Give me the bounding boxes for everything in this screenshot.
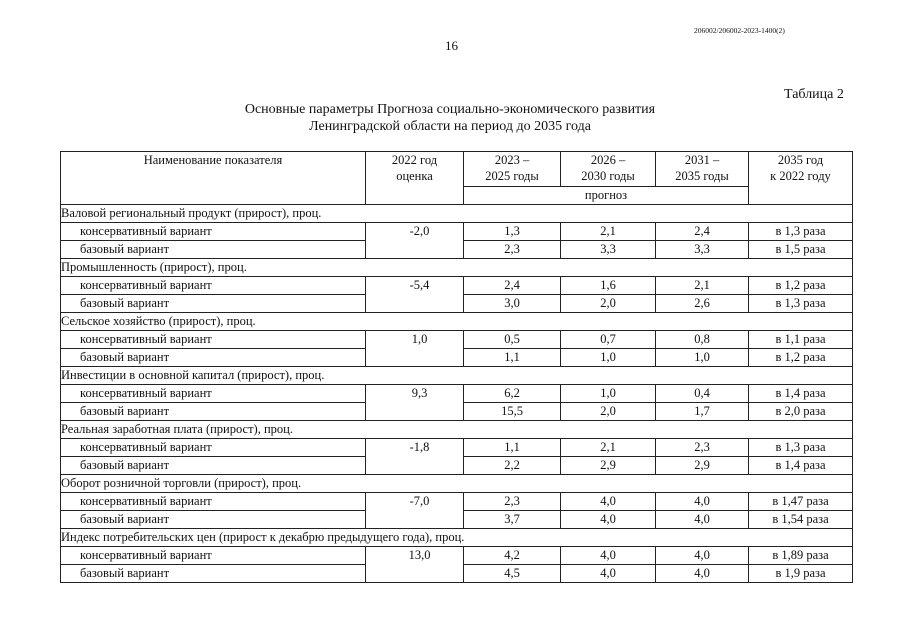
value-2035-vs-2022: в 1,2 раза bbox=[749, 349, 853, 367]
value-2031-2035: 3,3 bbox=[656, 241, 749, 259]
value-2035-vs-2022: в 1,89 раза bbox=[749, 547, 853, 565]
value-2031-2035: 0,4 bbox=[656, 385, 749, 403]
category-name: Валовой региональный продукт (прирост), проц. bbox=[61, 205, 853, 223]
value-2026-2030: 3,3 bbox=[561, 241, 656, 259]
variant-name: базовый вариант bbox=[61, 295, 366, 313]
category-row bbox=[61, 259, 853, 277]
value-2035-vs-2022: в 1,3 раза bbox=[749, 223, 853, 241]
table-title-line-1: Основные параметры Прогноза социально-экономического развития bbox=[244, 102, 656, 117]
value-2026-2030: 0,7 bbox=[561, 331, 656, 349]
value-2023-2025: 1,1 bbox=[464, 349, 561, 367]
value-2031-2035: 1,0 bbox=[656, 349, 749, 367]
variant-name: базовый вариант bbox=[61, 349, 366, 367]
value-2023-2025: 4,5 bbox=[464, 565, 561, 583]
value-2035-vs-2022: в 1,3 раза bbox=[749, 295, 853, 313]
value-2031-2035: 2,6 bbox=[656, 295, 749, 313]
category-name: Инвестиции в основной капитал (прирост), проц. bbox=[61, 367, 853, 385]
value-2023-2025: 2,2 bbox=[464, 457, 561, 475]
value-2035-vs-2022: в 2,0 раза bbox=[749, 403, 853, 421]
page-number: 16 bbox=[445, 38, 458, 53]
category-row bbox=[61, 421, 853, 439]
value-2031-2035: 2,4 bbox=[656, 223, 749, 241]
category-name: Индекс потребительских цен (прирост к декабрю предыдущего года), проц. bbox=[61, 529, 853, 547]
header-2031-2035: 2031 – 2035 годы bbox=[656, 152, 749, 187]
value-2022: -7,0 bbox=[366, 493, 464, 529]
value-2022: -5,4 bbox=[366, 277, 464, 313]
value-2022: 13,0 bbox=[366, 547, 464, 583]
value-2023-2025: 6,2 bbox=[464, 385, 561, 403]
value-2023-2025: 4,2 bbox=[464, 547, 561, 565]
value-2023-2025: 3,7 bbox=[464, 511, 561, 529]
variant-row bbox=[61, 277, 853, 295]
value-2023-2025: 0,5 bbox=[464, 331, 561, 349]
variant-name: базовый вариант bbox=[61, 565, 366, 583]
category-name: Сельское хозяйство (прирост), проц. bbox=[61, 313, 853, 331]
value-2026-2030: 2,0 bbox=[561, 403, 656, 421]
category-row bbox=[61, 205, 853, 223]
category-row bbox=[61, 367, 853, 385]
value-2035-vs-2022: в 1,9 раза bbox=[749, 565, 853, 583]
value-2035-vs-2022: в 1,3 раза bbox=[749, 439, 853, 457]
variant-name: базовый вариант bbox=[61, 403, 366, 421]
value-2023-2025: 15,5 bbox=[464, 403, 561, 421]
value-2026-2030: 2,9 bbox=[561, 457, 656, 475]
value-2026-2030: 2,0 bbox=[561, 295, 656, 313]
variant-name: базовый вариант bbox=[61, 457, 366, 475]
forecast-table bbox=[60, 151, 853, 583]
category-row bbox=[61, 313, 853, 331]
variant-row bbox=[61, 547, 853, 565]
header-forecast: прогноз bbox=[464, 187, 749, 205]
variant-name: консервативный вариант bbox=[61, 547, 366, 565]
category-row bbox=[61, 475, 853, 493]
category-name: Промышленность (прирост), проц. bbox=[61, 259, 853, 277]
value-2035-vs-2022: в 1,54 раза bbox=[749, 511, 853, 529]
category-name: Реальная заработная плата (прирост), проц. bbox=[61, 421, 853, 439]
value-2031-2035: 1,7 bbox=[656, 403, 749, 421]
variant-name: консервативный вариант bbox=[61, 493, 366, 511]
category-name: Оборот розничной торговли (прирост), проц. bbox=[61, 475, 853, 493]
document-id: 206002/206002-2023-1400(2) bbox=[694, 26, 785, 35]
header-2026-2030: 2026 – 2030 годы bbox=[561, 152, 656, 187]
header-name: Наименование показателя bbox=[61, 152, 366, 205]
variant-row bbox=[61, 385, 853, 403]
value-2035-vs-2022: в 1,2 раза bbox=[749, 277, 853, 295]
header-2022: 2022 год оценка bbox=[366, 152, 464, 205]
variant-name: консервативный вариант bbox=[61, 277, 366, 295]
value-2023-2025: 2,4 bbox=[464, 277, 561, 295]
value-2031-2035: 4,0 bbox=[656, 547, 749, 565]
value-2022: 1,0 bbox=[366, 331, 464, 367]
value-2026-2030: 4,0 bbox=[561, 547, 656, 565]
variant-row bbox=[61, 223, 853, 241]
value-2022: -1,8 bbox=[366, 439, 464, 475]
value-2026-2030: 1,0 bbox=[561, 349, 656, 367]
value-2035-vs-2022: в 1,1 раза bbox=[749, 331, 853, 349]
variant-row bbox=[61, 493, 853, 511]
variant-name: консервативный вариант bbox=[61, 439, 366, 457]
header-2035-vs-2022: 2035 год к 2022 году bbox=[749, 152, 853, 205]
variant-name: базовый вариант bbox=[61, 241, 366, 259]
value-2023-2025: 2,3 bbox=[464, 241, 561, 259]
value-2035-vs-2022: в 1,5 раза bbox=[749, 241, 853, 259]
value-2031-2035: 2,1 bbox=[656, 277, 749, 295]
value-2023-2025: 2,3 bbox=[464, 493, 561, 511]
value-2031-2035: 4,0 bbox=[656, 511, 749, 529]
table-title-line-2: Ленинградской области на период до 2035 года bbox=[309, 119, 591, 134]
value-2026-2030: 1,6 bbox=[561, 277, 656, 295]
value-2035-vs-2022: в 1,4 раза bbox=[749, 457, 853, 475]
value-2031-2035: 2,3 bbox=[656, 439, 749, 457]
category-row bbox=[61, 529, 853, 547]
value-2026-2030: 1,0 bbox=[561, 385, 656, 403]
value-2026-2030: 2,1 bbox=[561, 223, 656, 241]
value-2023-2025: 3,0 bbox=[464, 295, 561, 313]
value-2026-2030: 4,0 bbox=[561, 511, 656, 529]
variant-row bbox=[61, 331, 853, 349]
value-2035-vs-2022: в 1,47 раза bbox=[749, 493, 853, 511]
value-2031-2035: 4,0 bbox=[656, 565, 749, 583]
value-2022: -2,0 bbox=[366, 223, 464, 259]
variant-name: консервативный вариант bbox=[61, 385, 366, 403]
table-label: Таблица 2 bbox=[784, 87, 844, 102]
variant-name: базовый вариант bbox=[61, 511, 366, 529]
header-2023-2025: 2023 – 2025 годы bbox=[464, 152, 561, 187]
table-body bbox=[61, 205, 853, 583]
value-2031-2035: 2,9 bbox=[656, 457, 749, 475]
variant-name: консервативный вариант bbox=[61, 331, 366, 349]
value-2026-2030: 2,1 bbox=[561, 439, 656, 457]
value-2031-2035: 0,8 bbox=[656, 331, 749, 349]
value-2022: 9,3 bbox=[366, 385, 464, 421]
value-2026-2030: 4,0 bbox=[561, 565, 656, 583]
variant-row bbox=[61, 439, 853, 457]
value-2035-vs-2022: в 1,4 раза bbox=[749, 385, 853, 403]
value-2031-2035: 4,0 bbox=[656, 493, 749, 511]
value-2023-2025: 1,1 bbox=[464, 439, 561, 457]
value-2026-2030: 4,0 bbox=[561, 493, 656, 511]
value-2023-2025: 1,3 bbox=[464, 223, 561, 241]
header-row bbox=[61, 152, 853, 187]
variant-name: консервативный вариант bbox=[61, 223, 366, 241]
